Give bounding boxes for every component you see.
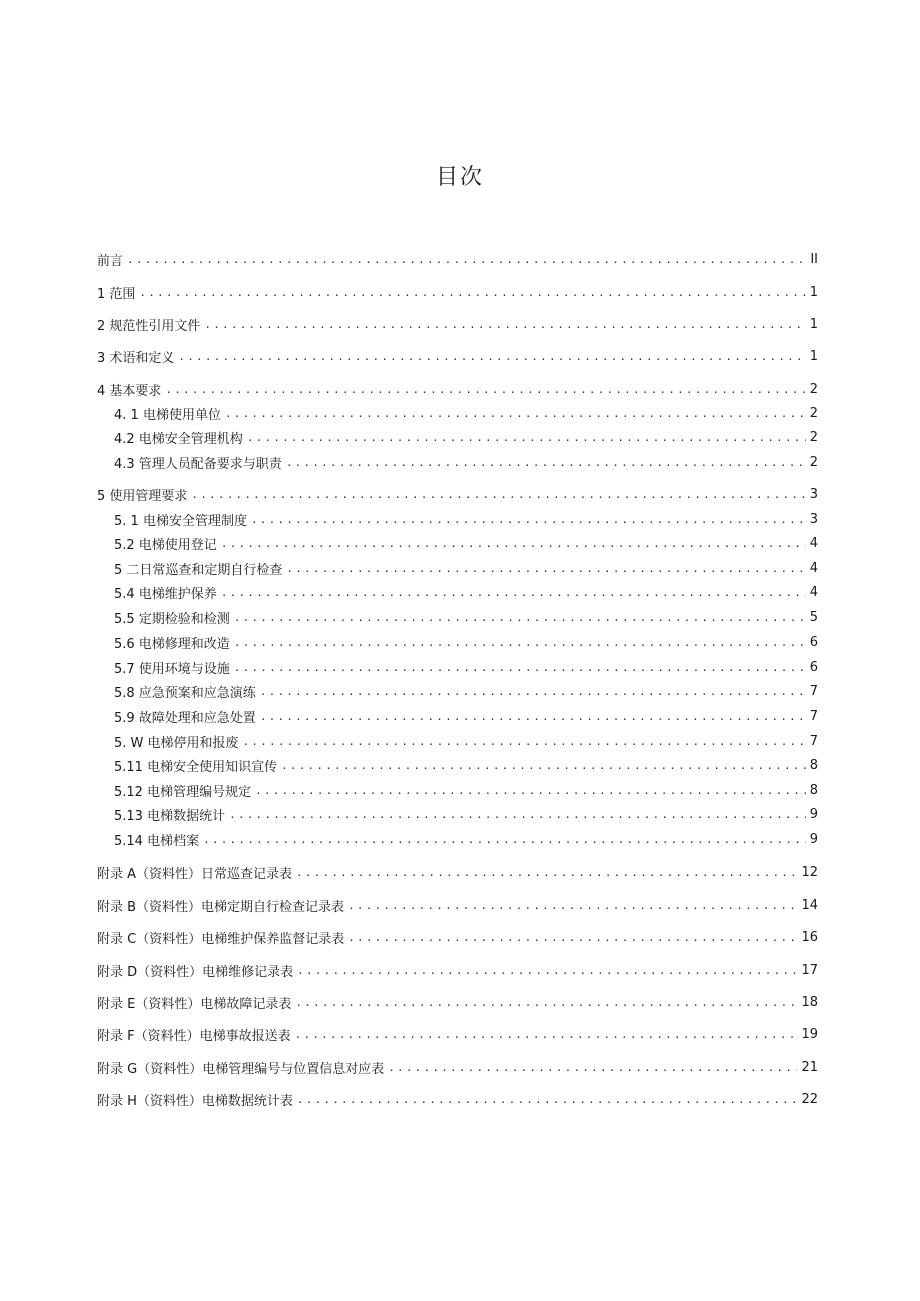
toc-label: 5 二日常巡查和定期自行检查 [114,562,283,578]
dot-leader [225,407,806,420]
toc-label: 附录 C（资料性）电梯维护保养监督记录表 [97,931,345,947]
dot-leader [234,636,806,649]
toc-label: 5 使用管理要求 [97,488,188,504]
dot-leader [139,286,805,299]
toc-entry-appendix-g[interactable] [97,1057,818,1077]
dot-leader [295,1028,798,1041]
dot-leader [255,784,806,797]
toc-entry-preface[interactable] [97,249,818,269]
dot-leader [260,685,806,698]
toc-page: 4 [809,535,818,551]
toc-entry-4-1[interactable] [114,403,818,423]
dot-leader [286,562,805,575]
toc-entry-5-7[interactable] [114,657,818,677]
toc-label: 1 范围 [97,286,136,302]
toc-entry-5-12[interactable] [114,780,818,800]
toc-label: 附录 H（资料性）电梯数据统计表 [97,1093,293,1109]
dot-leader [165,383,805,396]
toc-label: 5. 1 电梯安全管理制度 [114,513,247,529]
toc-entry-5-3[interactable] [114,558,818,578]
dot-leader [348,899,797,912]
toc-label: 附录 B（资料性）电梯定期自行检查记录表 [97,899,345,915]
dot-leader [234,661,806,674]
toc-entry-5-14[interactable] [114,829,818,849]
dot-leader [297,1093,798,1106]
toc-entry-5-4[interactable] [114,582,818,602]
toc-label: 附录 E（资料性）电梯故障记录表 [97,996,292,1012]
toc-label: 5.4 电梯维护保养 [114,586,217,602]
toc-page: 6 [809,659,818,675]
toc-label: 附录 F（资料性）电梯事故报送表 [97,1028,291,1044]
toc-page: 2 [809,454,818,470]
toc-page: 2 [809,405,818,421]
toc-label: 4.3 管理人员配备要求与职责 [114,456,282,472]
toc-entry-4[interactable] [97,379,818,399]
toc-page: 7 [809,708,818,724]
dot-leader [281,759,806,772]
dot-leader [191,488,805,501]
toc-label: 附录 A（资料性）日常巡查记录表 [97,866,293,882]
toc-label: 5.7 使用环境与设施 [114,661,230,677]
toc-label: 5.6 电梯修理和改造 [114,636,230,652]
toc-page: 7 [809,683,818,699]
toc-entry-5-8[interactable] [114,681,818,701]
toc-entry-5-9[interactable] [114,706,818,726]
toc-entry-appendix-c[interactable] [97,927,818,947]
dot-leader [260,710,806,723]
toc-page: 14 [801,897,818,913]
toc-label: 前言 [97,253,124,269]
toc-label: 5.9 故障处理和应急处置 [114,710,256,726]
toc-label: 4 基本要求 [97,383,162,399]
toc-entry-appendix-d[interactable] [97,960,818,980]
toc-entry-5-6[interactable] [114,632,818,652]
dot-leader [297,964,797,977]
toc-page: 3 [809,486,818,502]
toc-page: 9 [809,831,818,847]
dot-leader [251,513,806,526]
toc-label: 4.2 电梯安全管理机构 [114,431,243,447]
toc-page: 8 [809,757,818,773]
toc-page: 16 [801,929,818,945]
toc-page: 22 [801,1091,818,1107]
toc-page: 2 [809,429,818,445]
toc-page: 21 [801,1059,818,1075]
toc-page: 12 [801,864,818,880]
toc-label: 附录 D（资料性）电梯维修记录表 [97,964,294,980]
toc-page: 9 [809,806,818,822]
dot-leader [388,1061,797,1074]
toc-label: 2 规范性引用文件 [97,318,201,334]
toc-page: 2 [809,381,818,397]
toc-page: 19 [801,1026,818,1042]
toc-label: 5.12 电梯管理编号规定 [114,784,252,800]
page-title: 目次 [435,165,484,190]
dot-leader [204,318,805,331]
toc-entry-appendix-b[interactable] [97,895,818,915]
toc-page: 18 [801,994,818,1010]
toc-page: 1 [809,316,818,332]
dot-leader [221,537,806,550]
toc-page: 8 [809,782,818,798]
toc-entry-2[interactable] [97,314,818,334]
toc-page: 4 [809,560,818,576]
toc-entry-appendix-a[interactable] [97,862,818,882]
toc-page: 5 [809,609,818,625]
dot-leader [178,350,805,363]
dot-leader [221,586,806,599]
toc-label: 5.8 应急预案和应急演练 [114,685,256,701]
toc-page: 17 [801,962,818,978]
dot-leader [348,931,797,944]
toc-page: 6 [809,634,818,650]
toc-entry-5-10[interactable] [114,731,818,751]
toc-entry-5-1[interactable] [114,509,818,529]
toc-label: 5.14 电梯档案 [114,833,200,849]
dot-leader [203,833,806,846]
toc-label: 5.2 电梯使用登记 [114,537,217,553]
toc-entry-5-5[interactable] [114,607,818,627]
toc-label: 4. 1 电梯使用单位 [114,407,221,423]
toc-label: 5.5 定期检验和检测 [114,611,230,627]
dot-leader [127,253,806,266]
dot-leader [296,866,797,879]
toc-page: 1 [809,284,818,300]
toc-entry-3[interactable] [97,346,818,366]
toc-entry-5[interactable] [97,484,818,504]
dot-leader [234,611,806,624]
toc-entry-appendix-h[interactable] [97,1089,818,1109]
dot-leader [295,996,797,1009]
toc-label: 5. W 电梯停用和报废 [114,735,239,751]
dot-leader [286,456,806,469]
toc-entry-5-13[interactable] [114,804,818,824]
toc-page: 3 [809,511,818,527]
toc-page: 7 [809,733,818,749]
toc-label: 5.13 电梯数据统计 [114,808,226,824]
toc-entry-4-2[interactable] [114,427,818,447]
toc-label: 5.11 电梯安全使用知识宣传 [114,759,278,775]
toc-label: 附录 G（资料性）电梯管理编号与位置信息对应表 [97,1061,385,1077]
toc-page: 4 [809,584,818,600]
toc-entry-appendix-f[interactable] [97,1024,818,1044]
toc-entry-5-2[interactable] [114,533,818,553]
toc-entry-appendix-e[interactable] [97,992,818,1012]
toc-page: 1 [809,348,818,364]
toc-entry-5-11[interactable] [114,755,818,775]
dot-leader [229,808,806,821]
toc-page: II [810,251,818,267]
dot-leader [247,431,806,444]
toc-entry-1[interactable] [97,282,818,302]
toc-entry-4-3[interactable] [114,452,818,472]
toc-label: 3 术语和定义 [97,350,175,366]
dot-leader [243,735,806,748]
